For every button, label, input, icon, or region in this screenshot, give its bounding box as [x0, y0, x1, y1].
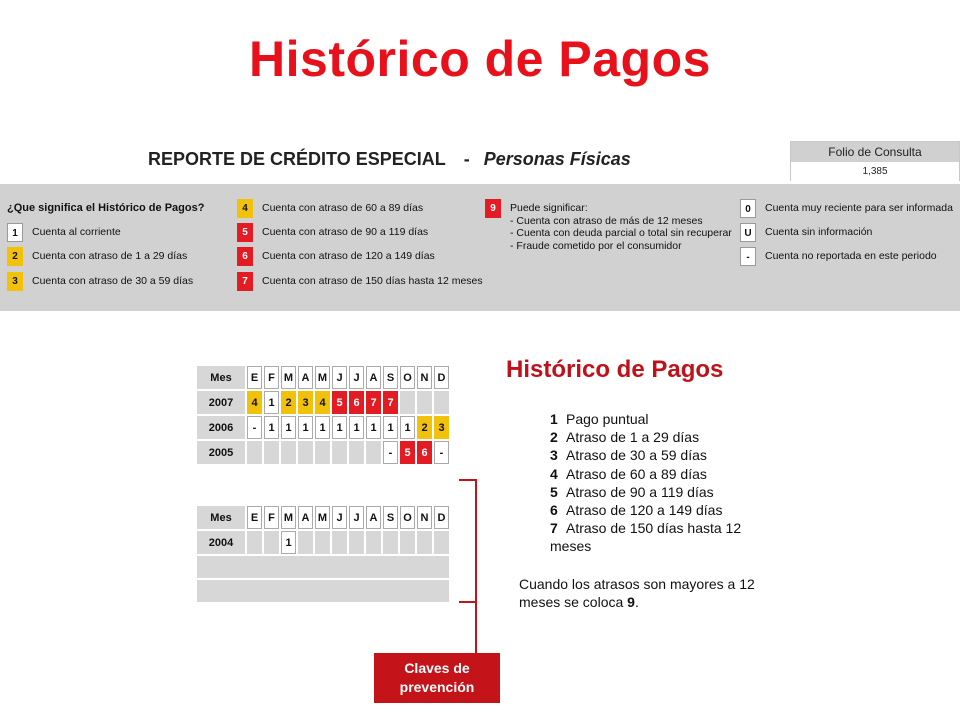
page-title: Histórico de Pagos — [249, 31, 711, 87]
month-cell: 1 — [332, 416, 347, 439]
grid-header-cell: M — [281, 506, 296, 529]
folio-box — [790, 141, 960, 181]
month-cell — [247, 441, 262, 464]
legend-item — [237, 247, 435, 266]
code-badge: 3 — [7, 272, 23, 291]
month-cell: 5 — [400, 441, 415, 464]
month-cell — [332, 531, 347, 554]
code-badge: 7 — [237, 272, 253, 291]
table-row — [197, 531, 449, 554]
code-line — [550, 428, 780, 446]
grid-header-cell: J — [332, 366, 347, 389]
table-row — [197, 441, 449, 464]
month-cell — [298, 531, 313, 554]
grid-header-cell: J — [349, 506, 364, 529]
legend-item — [7, 223, 121, 242]
year-cell: 2006 — [197, 416, 245, 439]
grid-header-cell: S — [383, 366, 398, 389]
month-cell: 4 — [247, 391, 262, 414]
month-cell: - — [247, 416, 262, 439]
legend-item — [7, 272, 193, 291]
legend-item — [237, 223, 428, 242]
code-number: 1 — [550, 411, 558, 427]
grid-header-cell: E — [247, 506, 262, 529]
grid-header-cell: O — [400, 366, 415, 389]
grid-header-cell: N — [417, 506, 432, 529]
grid-header-cell: F — [264, 366, 279, 389]
payment-history-grid-1 — [195, 364, 451, 466]
code-badge: 2 — [7, 247, 23, 266]
grid-header-cell: J — [349, 366, 364, 389]
code-line — [550, 519, 780, 555]
grid-header-cell: F — [264, 506, 279, 529]
empty-row — [197, 556, 449, 578]
code-line — [550, 465, 780, 483]
legend-text: Cuenta muy reciente para ser informada — [765, 202, 953, 214]
table-row — [197, 416, 449, 439]
code-badge: - — [740, 247, 756, 266]
legend-text: Cuenta sin información — [765, 226, 873, 238]
legend-text: Cuenta con atraso de 1 a 29 días — [32, 250, 188, 262]
code-text: Atraso de 60 a 89 días — [566, 465, 707, 482]
month-cell — [298, 441, 313, 464]
code-text: Atraso de 1 a 29 días — [566, 429, 700, 446]
month-cell: 6 — [349, 391, 364, 414]
grid-header-cell: A — [366, 506, 381, 529]
legend-line: - Cuenta con deuda parcial o total sin recuperar — [510, 227, 732, 240]
legend-line: - Fraude cometido por el consumidor — [510, 239, 682, 252]
claves-prevencion-box: Claves de prevención — [374, 653, 500, 703]
table-row-empty — [197, 556, 449, 578]
month-cell: 1 — [264, 391, 279, 414]
year-cell: 2004 — [197, 531, 245, 554]
legend-text: Cuenta con atraso de 90 a 119 días — [262, 226, 429, 238]
code-text: Pago puntual — [566, 411, 649, 427]
grid-header-cell: Mes — [197, 366, 245, 389]
month-cell: 2 — [281, 391, 296, 414]
code-number: 4 — [550, 465, 558, 482]
month-cell: 1 — [298, 416, 313, 439]
note-end: . — [634, 594, 639, 610]
table-row — [197, 391, 449, 414]
payment-history-grid-2 — [195, 504, 451, 604]
code-line — [550, 446, 780, 464]
report-header — [148, 149, 631, 170]
year-cell: 2005 — [197, 441, 245, 464]
month-cell: 2 — [417, 416, 432, 439]
month-cell — [315, 441, 330, 464]
month-cell: 1 — [281, 531, 296, 554]
note-code: 9 — [627, 594, 635, 610]
code-line — [550, 483, 780, 501]
month-cell — [417, 531, 432, 554]
grid-header-row — [197, 366, 449, 389]
grid-header-row — [197, 506, 449, 529]
month-cell: 7 — [366, 391, 381, 414]
legend-item — [740, 247, 937, 266]
legend-line: Puede significar: — [510, 202, 588, 214]
legend-text: Cuenta con atraso de 60 a 89 días — [262, 202, 424, 214]
month-cell — [315, 531, 330, 554]
code-text: Atraso de 90 a 119 días — [566, 483, 714, 500]
month-cell — [247, 531, 262, 554]
legend-item — [485, 199, 732, 252]
legend-text: Cuenta con atraso de 150 días hasta 12 meses — [262, 275, 483, 287]
month-cell: 6 — [417, 441, 432, 464]
grid-header-cell: D — [434, 506, 449, 529]
month-cell: 1 — [349, 416, 364, 439]
month-cell — [400, 391, 415, 414]
code-badge: U — [740, 223, 756, 242]
legend-item — [740, 223, 872, 242]
month-cell — [349, 441, 364, 464]
empty-row — [197, 580, 449, 602]
month-cell — [366, 441, 381, 464]
code-number: 5 — [550, 483, 558, 500]
legend-item — [237, 272, 483, 291]
month-cell — [366, 531, 381, 554]
code-number: 6 — [550, 502, 558, 519]
grid-header-cell: S — [383, 506, 398, 529]
code-text: Atraso de 30 a 59 días — [566, 447, 707, 464]
note-body: Cuando los atrasos son mayores a 12 meses se coloca — [519, 576, 755, 610]
month-cell: 1 — [400, 416, 415, 439]
grid-header-cell: J — [332, 506, 347, 529]
month-cell: 1 — [383, 416, 398, 439]
grid-header-cell: O — [400, 506, 415, 529]
month-cell: 1 — [281, 416, 296, 439]
legend-question: ¿Que significa el Histórico de Pagos? — [7, 202, 205, 214]
code-line — [550, 410, 780, 428]
code-line — [550, 501, 780, 519]
legend-text: Cuenta con atraso de 120 a 149 días — [262, 250, 435, 262]
code-badge: 9 — [485, 199, 501, 218]
code-badge: 6 — [237, 247, 253, 266]
grid-header-cell: N — [417, 366, 432, 389]
legend-text: Cuenta no reportada en este periodo — [765, 250, 937, 262]
month-cell: 7 — [383, 391, 398, 414]
code-list — [550, 410, 780, 556]
legend-text: Cuenta al corriente — [32, 226, 121, 238]
month-cell — [349, 531, 364, 554]
year-cell: 2007 — [197, 391, 245, 414]
grid-header-cell: M — [315, 506, 330, 529]
month-cell — [264, 441, 279, 464]
month-cell: 3 — [434, 416, 449, 439]
note-text — [519, 575, 789, 611]
month-cell — [417, 391, 432, 414]
grid-header-cell: M — [281, 366, 296, 389]
code-badge: 4 — [237, 199, 253, 218]
legend-item — [7, 247, 187, 266]
grid-header-cell: A — [298, 366, 313, 389]
legend-panel — [0, 184, 960, 311]
legend-text-multiline — [510, 202, 732, 252]
folio-value: 1,385 — [791, 162, 959, 181]
code-text: Atraso de 120 a 149 días — [566, 502, 723, 519]
table-row-empty — [197, 580, 449, 602]
month-cell — [383, 531, 398, 554]
folio-label: Folio de Consulta — [791, 142, 959, 162]
grid-header-cell: A — [366, 366, 381, 389]
report-subtitle: Personas Físicas — [483, 149, 631, 169]
month-cell: 1 — [315, 416, 330, 439]
month-cell — [281, 441, 296, 464]
grid-header-cell: M — [315, 366, 330, 389]
grid-header-cell: E — [247, 366, 262, 389]
legend-text: Cuenta con atraso de 30 a 59 días — [32, 275, 194, 287]
month-cell: - — [434, 441, 449, 464]
month-cell — [434, 391, 449, 414]
month-cell: - — [383, 441, 398, 464]
code-badge: 5 — [237, 223, 253, 242]
legend-item — [740, 199, 953, 218]
code-number: 2 — [550, 429, 558, 446]
month-cell: 1 — [264, 416, 279, 439]
legend-item — [237, 199, 423, 218]
code-number: 3 — [550, 447, 558, 464]
code-text: Atraso de 150 días hasta 12 meses — [550, 520, 742, 555]
report-dash: - — [463, 149, 470, 169]
month-cell — [332, 441, 347, 464]
report-title: REPORTE DE CRÉDITO ESPECIAL — [148, 149, 446, 169]
code-badge: 1 — [7, 223, 23, 242]
month-cell: 3 — [298, 391, 313, 414]
legend-line: - Cuenta con atraso de más de 12 meses — [510, 214, 703, 227]
code-number: 7 — [550, 520, 558, 537]
grid-header-cell: D — [434, 366, 449, 389]
bracket-connector — [455, 475, 485, 655]
month-cell: 5 — [332, 391, 347, 414]
side-title: Histórico de Pagos — [506, 356, 724, 383]
code-badge: 0 — [740, 199, 756, 218]
month-cell: 4 — [315, 391, 330, 414]
month-cell — [434, 531, 449, 554]
month-cell — [264, 531, 279, 554]
month-cell — [400, 531, 415, 554]
grid-header-cell: Mes — [197, 506, 245, 529]
month-cell: 1 — [366, 416, 381, 439]
grid-header-cell: A — [298, 506, 313, 529]
